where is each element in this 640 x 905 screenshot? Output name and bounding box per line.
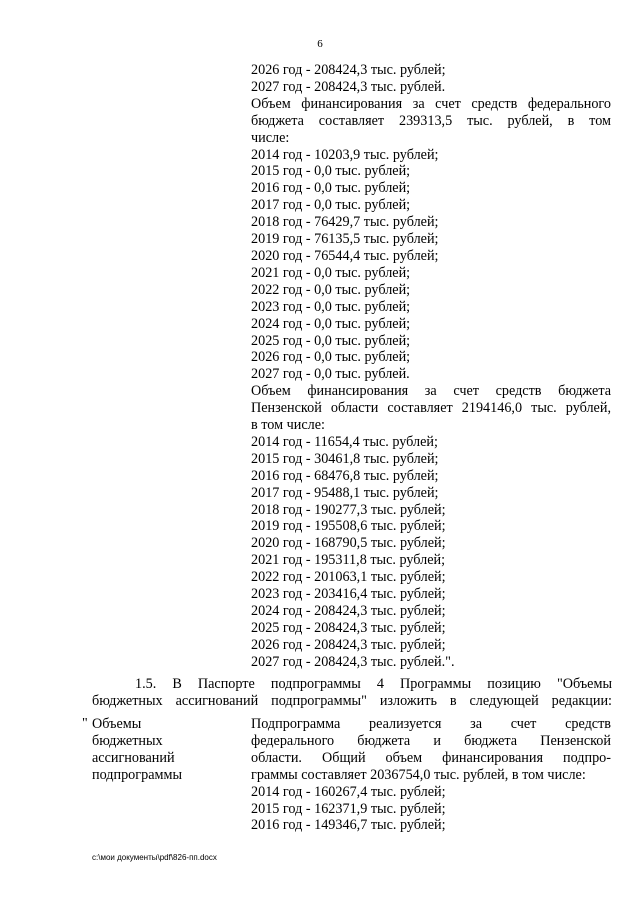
- list-item: 2016 год - 149346,7 тыс. рублей;: [251, 817, 446, 834]
- table-right-cell: [251, 716, 611, 834]
- list-item: 2027 год - 0,0 тыс. рублей.: [251, 366, 410, 383]
- continuation-block: [251, 62, 611, 671]
- cell-line: федерального бюджета и бюджета Пензенской: [251, 732, 611, 749]
- federal-intro-line: Объем финансирования за счет средств федерального: [251, 95, 611, 112]
- list-item: 2019 год - 76135,5 тыс. рублей;: [251, 231, 439, 248]
- regional-intro-line: в том числе:: [251, 417, 325, 434]
- file-path-footer: c:\мои документы\pdf\826-пп.docx: [92, 853, 217, 862]
- list-item: 2024 год - 0,0 тыс. рублей;: [251, 315, 411, 332]
- list-item: 2026 год - 208424,3 тыс. рублей;: [251, 62, 446, 78]
- list-item: 2027 год - 208424,3 тыс. рублей.: [251, 78, 446, 95]
- paragraph-line: бюджетных ассигнований подпрограммы" изложить в следующей редакции:: [92, 692, 612, 709]
- list-item: 2024 год - 208424,3 тыс. рублей;: [251, 603, 446, 619]
- list-item: 2015 год - 0,0 тыс. рублей;: [251, 163, 411, 180]
- list-item: 2023 год - 0,0 тыс. рублей;: [251, 298, 411, 315]
- list-item: 2018 год - 76429,7 тыс. рублей;: [251, 214, 439, 231]
- list-item: 2025 год - 208424,3 тыс. рублей;: [251, 619, 446, 636]
- list-item: 2014 год - 11654,4 тыс. рублей;: [251, 433, 438, 450]
- paragraph-line: 1.5. В Паспорте подпрограммы 4 Программы позицию "Объемы: [135, 676, 612, 692]
- list-item: 2023 год - 203416,4 тыс. рублей;: [251, 586, 446, 603]
- list-item: 2016 год - 68476,8 тыс. рублей;: [251, 467, 439, 484]
- cell-line: бюджетных: [92, 732, 163, 749]
- list-item: 2022 год - 201063,1 тыс. рублей;: [251, 569, 446, 586]
- regional-intro-line: Пензенской области составляет 2194146,0 тыс. рублей,: [251, 400, 611, 417]
- cell-line: подпрограммы: [92, 766, 182, 783]
- list-item: 2027 год - 208424,3 тыс. рублей.".: [251, 653, 455, 670]
- list-item: 2020 год - 76544,4 тыс. рублей;: [251, 247, 439, 264]
- cell-line: Подпрограмма реализуется за счет средств: [251, 716, 611, 732]
- cell-line: ассигнований: [92, 749, 175, 766]
- list-item: 2019 год - 195508,6 тыс. рублей;: [251, 518, 446, 535]
- list-item: 2014 год - 10203,9 тыс. рублей;: [251, 146, 439, 163]
- federal-intro-line: бюджета составляет 239313,5 тыс. рублей, в том: [251, 112, 611, 129]
- list-item: 2026 год - 208424,3 тыс. рублей;: [251, 636, 446, 653]
- cell-line: области. Общий объем финансирования подпро-: [251, 749, 611, 766]
- table-left-cell: [92, 716, 232, 784]
- list-item: 2015 год - 30461,8 тыс. рублей;: [251, 450, 439, 467]
- open-quote-mark: ": [82, 716, 88, 731]
- list-item: 2021 год - 195311,8 тыс. рублей;: [251, 552, 446, 569]
- list-item: 2016 год - 0,0 тыс. рублей;: [251, 180, 411, 197]
- page-number: 6: [317, 38, 323, 50]
- list-item: 2026 год - 0,0 тыс. рублей;: [251, 349, 411, 366]
- federal-intro-line: числе:: [251, 129, 290, 146]
- list-item: 2021 год - 0,0 тыс. рублей;: [251, 264, 411, 281]
- paragraph-1-5: [92, 676, 612, 710]
- list-item: 2017 год - 95488,1 тыс. рублей;: [251, 484, 439, 501]
- cell-line: граммы составляет 2036754,0 тыс. рублей, в том числе:: [251, 766, 586, 783]
- list-item: 2015 год - 162371,9 тыс. рублей;: [251, 800, 446, 817]
- list-item: 2018 год - 190277,3 тыс. рублей;: [251, 501, 446, 518]
- list-item: 2017 год - 0,0 тыс. рублей;: [251, 197, 411, 214]
- cell-line: Объемы: [92, 716, 142, 732]
- list-item: 2020 год - 168790,5 тыс. рублей;: [251, 535, 446, 552]
- list-item: 2022 год - 0,0 тыс. рублей;: [251, 281, 411, 298]
- regional-intro-line: Объем финансирования за счет средств бюджета: [251, 383, 611, 400]
- list-item: 2014 год - 160267,4 тыс. рублей;: [251, 783, 446, 800]
- list-item: 2025 год - 0,0 тыс. рублей;: [251, 332, 411, 349]
